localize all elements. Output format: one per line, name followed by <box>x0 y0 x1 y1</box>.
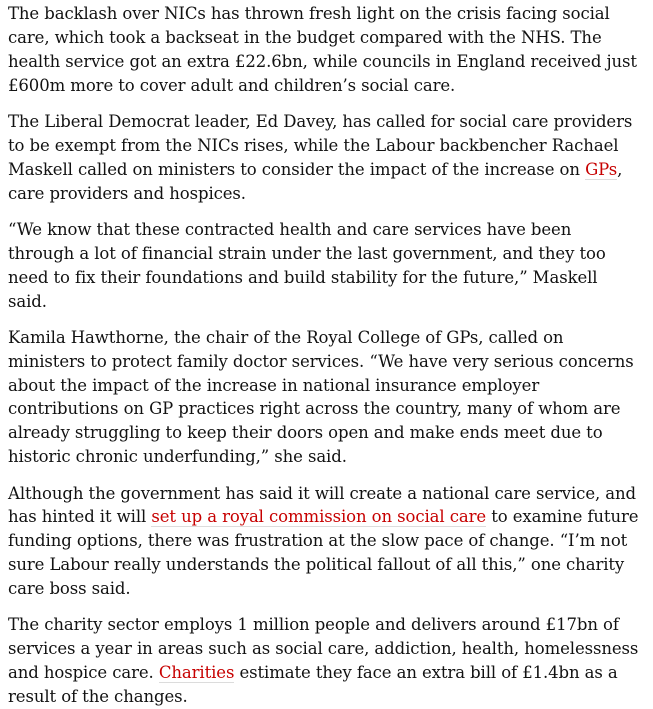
charities-link[interactable]: Charities <box>158 663 235 683</box>
paragraph-maskell-quote: “We know that these contracted health and care services have been through a lot of financial strain under the last government, and they too need to fix their foundations and build stability for the future,” Maskell said. <box>8 219 606 311</box>
paragraph-charity-sector <box>8 613 640 709</box>
paragraph-text: Although the government has said it will create a national care service, and has hinted it will <box>8 483 636 527</box>
paragraph-national-care-service <box>8 482 640 602</box>
royal-commission-link[interactable]: set up a royal commission on social care <box>151 507 487 527</box>
paragraph-text: The charity sector employs 1 million people and delivers around £17bn of services a year in areas such as social care, addiction, health, homelessness and hospice care. <box>8 615 639 683</box>
paragraph-text: , care providers and hospices. <box>8 159 623 203</box>
paragraph-text: to examine future funding options, there was frustration at the slow pace of change. “I’m not sure Labour really understands the political fallout of all this,” one charity care boss said. <box>8 507 639 599</box>
paragraph-text: The Liberal Democrat leader, Ed Davey, has called for social care providers to be exempt from the NICs rises, while the Labour backbencher Rachael Maskell called on ministers to consider the impact of the increase on <box>8 111 633 179</box>
paragraph-text: estimate they face an extra bill of £1.4bn as a result of the changes. <box>8 663 618 707</box>
paragraph-hawthorne: Kamila Hawthorne, the chair of the Royal College of GPs, called on ministers to protect family doctor services. “We have very serious concerns about the impact of the increase in national insurance employer contributions on GP practices right across the country, many of whom are already struggling to keep their doors open and make ends meet due to historic chronic underfunding,” she said. <box>8 327 634 467</box>
paragraph-ed-davey <box>8 110 640 206</box>
gps-link[interactable]: GPs <box>585 159 618 179</box>
paragraph-nics-backlash: The backlash over NICs has thrown fresh light on the crisis facing social care, which took a backseat in the budget compared with the NHS. The health service got an extra £22.6bn, while councils in England received just £600m more to cover adult and children’s social care. <box>8 4 637 95</box>
